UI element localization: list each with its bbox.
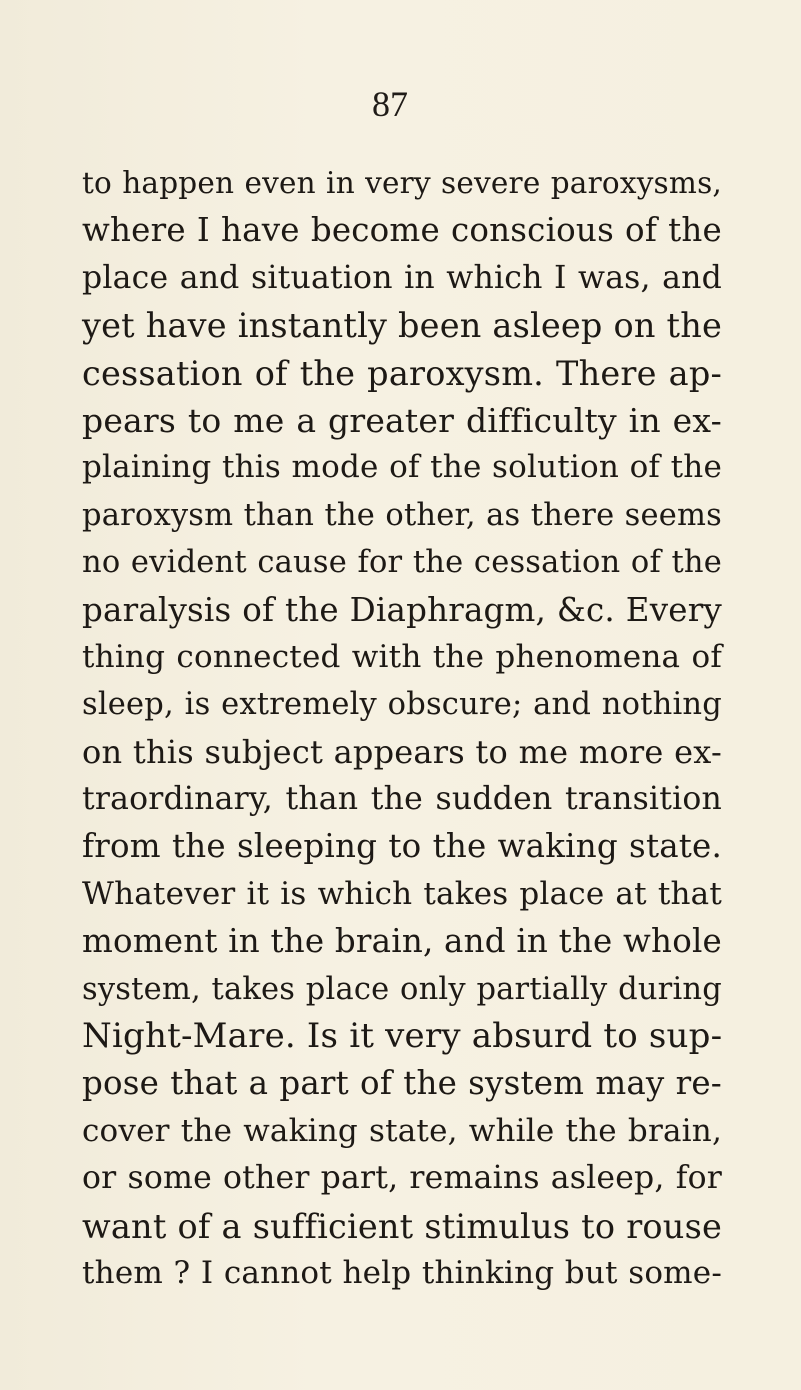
text-line: paralysis of the Diaphragm, &c. Every — [82, 590, 722, 629]
text-line: want of a sufficient stimulus to rouse — [82, 1206, 722, 1246]
text-line: to happen even in very severe paroxysms, — [82, 166, 722, 200]
text-line: from the sleeping to the waking state. — [82, 827, 722, 866]
text-line: Night-Mare. Is it very absurd to sup- — [82, 1016, 723, 1057]
text-line: system, takes place only partially during — [82, 971, 722, 1007]
text-line: cessation of the paroxysm. There ap- — [82, 353, 722, 393]
text-line: pose that a part of the system may re- — [82, 1064, 722, 1103]
text-line: them ? I cannot help thinking but some- — [82, 1254, 722, 1291]
text-line: sleep, is extremely obscure; and nothing — [82, 687, 722, 723]
text-line: or some other part, remains asleep, for — [82, 1160, 722, 1197]
text-line: Whatever it is which takes place at that — [82, 875, 722, 912]
page-body-text — [82, 160, 722, 1297]
text-line: plaining this mode of the solution of the — [82, 449, 722, 486]
page-number: 87 — [372, 84, 408, 124]
text-line: thing connected with the phenomena of — [82, 638, 722, 675]
text-line: pears to me a greater difficulty in ex- — [82, 400, 722, 440]
text-line: no evident cause for the cessation of the — [82, 545, 722, 581]
text-line: traordinary, than the sudden transition — [82, 781, 722, 818]
text-line: where I have become conscious of the — [82, 211, 722, 250]
text-line: place and situation in which I was, and — [82, 259, 722, 296]
text-line: paroxysm than the other, as there seems — [82, 497, 722, 533]
text-line: moment in the brain, and in the whole — [82, 922, 722, 961]
text-line: cover the waking state, while the brain, — [82, 1112, 722, 1149]
text-line: on this subject appears to me more ex- — [82, 732, 722, 771]
text-line: yet have instantly been asleep on the — [82, 306, 722, 346]
